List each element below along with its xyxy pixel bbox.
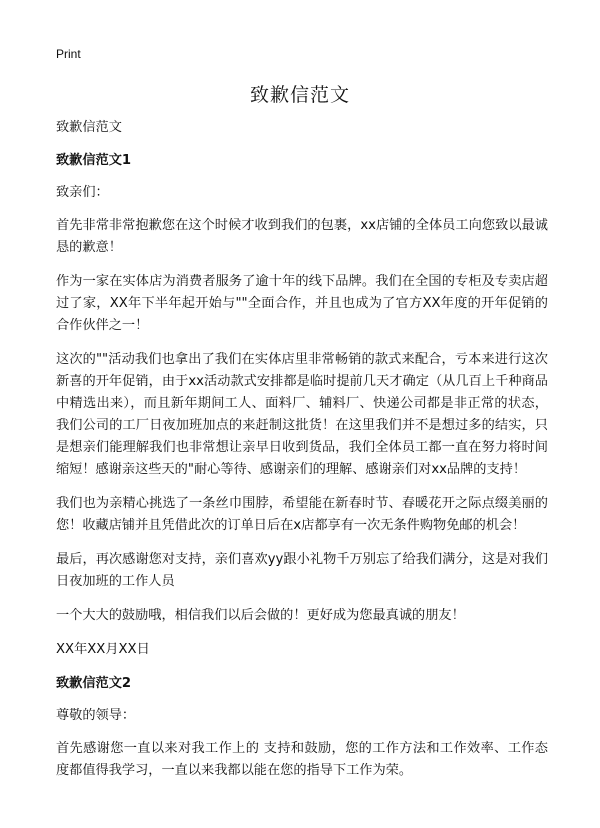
paragraph: 首先感谢您一直以来对我工作上的 支持和鼓励，您的工作方法和工作效率、工作态度都值得我学习，一直以来我都以能在您的指导下工作为荣。 (56, 741, 548, 778)
paragraph: 这次的""活动我们也拿出了我们在实体店里非常畅销的款式来配合，亏本来进行这次新喜的开年促销，由于xx活动款式安排都是临时提前几天才确定（从几百上千种商品中精选出来），而且新年期间工人、面料厂、辅料厂、快递公司都是非正常的状态，我们公司的工厂日夜加班加点的来赶制这批货！在这里我们并不是想过多的结实，只是想亲们能理解我们也非常想让亲早日收到货品，我们全体员工都一直在努力将时间缩短！感谢亲这些天的"耐心等待、感谢亲们的理解、感谢亲们对xx品牌的支持！ (56, 352, 548, 477)
section-heading-1: 致歉信范文1 (56, 153, 132, 168)
greeting-1: 致亲们： (56, 185, 109, 200)
document-subtitle: 致歉信范文 (56, 120, 122, 135)
paragraph: 一个大大的鼓励哦，相信我们以后会做的！更好成为您最真诚的朋友！ (56, 608, 465, 623)
paragraph: 最后，再次感谢您对支持，亲们喜欢yy跟小礼物千万别忘了给我们满分，这是对我们日夜加班的工作人员 (56, 552, 548, 589)
page-title: 致歉信范文 (249, 84, 350, 106)
paragraph: 首先非常非常抱歉您在这个时候才收到我们的包裹，xx店铺的全体员工向您致以最诚恳的歉意！ (56, 218, 548, 255)
paragraph: 作为一家在实体店为消费者服务了逾十年的线下品牌。我们在全国的专柜及专卖店超过了家，XX年下半年起开始与""全面合作，并且也成为了官方XX年度的开年促销的合作伙伴之一！ (56, 274, 548, 333)
document-body (56, 117, 548, 794)
letter-date: XX年XX月XX日 (56, 642, 150, 657)
greeting-2: 尊敬的领导： (56, 708, 136, 723)
section-heading-2: 致歉信范文2 (56, 676, 132, 691)
paragraph: 我们也为亲精心挑选了一条丝巾围脖，希望能在新春时节、春暖花开之际点缀美丽的您！收藏店铺并且凭借此次的订单日后在x店都享有一次无条件购物免邮的机会！ (56, 496, 548, 533)
print-link[interactable]: Print (56, 47, 81, 61)
